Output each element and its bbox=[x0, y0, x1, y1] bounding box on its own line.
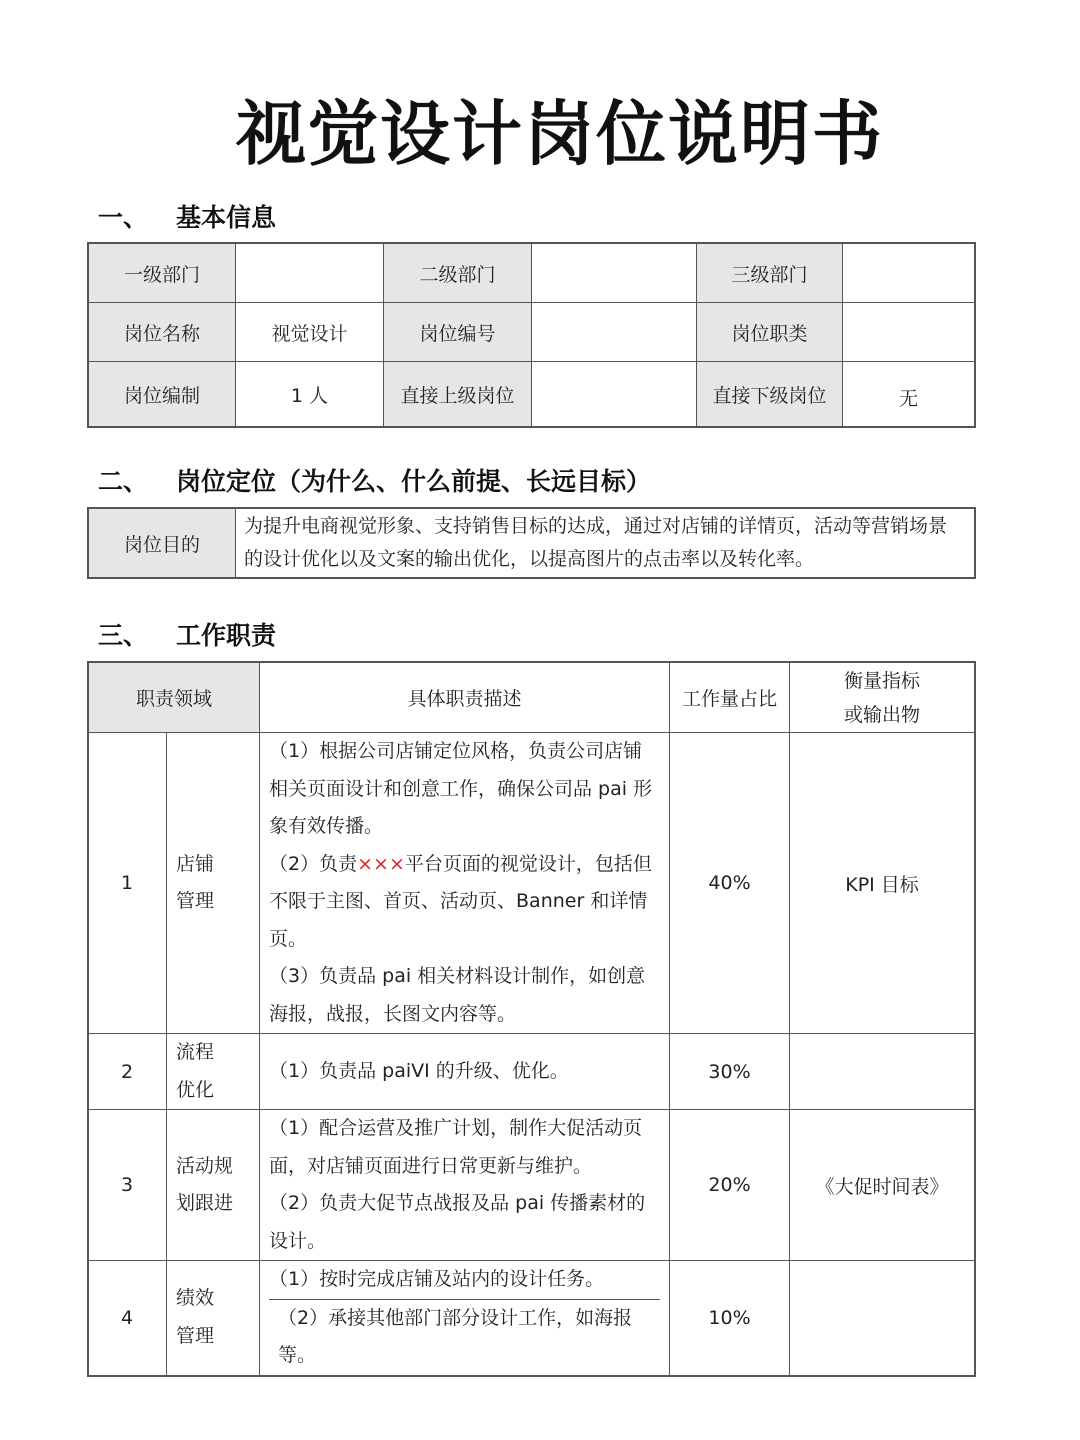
label-cell: 岗位职类 bbox=[697, 303, 843, 362]
desc-line: 象有效传播。 bbox=[269, 815, 384, 837]
duty-area bbox=[167, 1110, 260, 1261]
header-line: 衡量指标 bbox=[844, 669, 921, 692]
page-title: 视觉设计岗位说明书 bbox=[236, 93, 884, 175]
desc-line: （2）负责大促节点战报及品 pai 传播素材的 bbox=[269, 1192, 646, 1214]
duty-area bbox=[167, 733, 260, 1034]
desc-line: 设计。 bbox=[269, 1229, 327, 1252]
table-row bbox=[89, 733, 975, 1034]
desc-line: 面，对店铺页面进行日常更新与维护。 bbox=[269, 1154, 593, 1177]
table-row bbox=[89, 362, 975, 427]
purpose-table bbox=[88, 508, 975, 578]
area-line: 绩效 bbox=[176, 1287, 215, 1310]
basic-info-table bbox=[88, 243, 975, 427]
area-line: 流程 bbox=[176, 1041, 215, 1063]
label-cell: 二级部门 bbox=[384, 244, 532, 303]
table-row bbox=[89, 1034, 975, 1110]
table-row bbox=[89, 244, 975, 303]
table-row bbox=[89, 509, 975, 578]
area-line: 划跟进 bbox=[176, 1192, 234, 1214]
metric-cell bbox=[790, 1034, 975, 1110]
section-heading-duties bbox=[98, 616, 276, 652]
section-number: 三、 bbox=[98, 621, 149, 650]
desc-line: 不限于主图、首页、活动页、Banner 和详情 bbox=[269, 890, 648, 912]
desc-text: 平台页面的视觉设计，包括但 bbox=[404, 852, 652, 875]
workload-ratio: 10% bbox=[670, 1261, 790, 1376]
table-row bbox=[89, 303, 975, 362]
metric-cell: 《大促时间表》 bbox=[790, 1110, 975, 1261]
desc-line bbox=[269, 846, 660, 884]
workload-ratio: 30% bbox=[670, 1034, 790, 1110]
area-line: 管理 bbox=[176, 890, 215, 912]
header-line: 或输出物 bbox=[844, 703, 921, 726]
workload-ratio: 40% bbox=[670, 733, 790, 1034]
section-number: 二、 bbox=[98, 467, 149, 496]
workload-ratio: 20% bbox=[670, 1110, 790, 1261]
value-cell bbox=[532, 244, 697, 303]
area-line: 优化 bbox=[176, 1078, 215, 1101]
section-title: 岗位定位（为什么、什么前提、长远目标） bbox=[176, 467, 652, 496]
label-cell: 直接上级岗位 bbox=[384, 362, 532, 427]
label-cell: 岗位目的 bbox=[89, 509, 236, 578]
duty-description bbox=[260, 1110, 670, 1261]
desc-line: 海报，战报，长图文内容等。 bbox=[269, 1002, 517, 1025]
row-number: 1 bbox=[89, 733, 167, 1034]
purpose-text bbox=[236, 509, 975, 578]
duty-description bbox=[260, 1034, 670, 1110]
label-cell: 三级部门 bbox=[697, 244, 843, 303]
duty-area bbox=[167, 1261, 260, 1376]
column-header: 具体职责描述 bbox=[260, 663, 670, 733]
table-row bbox=[89, 1261, 975, 1376]
value-cell: 无 bbox=[843, 362, 975, 427]
desc-line: （1）根据公司店铺定位风格，负责公司店铺 bbox=[269, 740, 643, 762]
desc-line: （1）配合运营及推广计划，制作大促活动页 bbox=[269, 1117, 643, 1139]
column-header: 职责领域 bbox=[89, 663, 260, 733]
section-number: 一、 bbox=[98, 203, 149, 232]
value-cell: 视觉设计 bbox=[236, 303, 384, 362]
desc-line: 相关页面设计和创意工作，确保公司品 pai 形 bbox=[269, 777, 653, 800]
column-header: 工作量占比 bbox=[670, 663, 790, 733]
text-line: 的设计优化以及文案的输出优化，以提高图片的点击率以及转化率。 bbox=[244, 548, 815, 570]
value-cell bbox=[236, 244, 384, 303]
desc-line: 页。 bbox=[269, 927, 308, 950]
platform-placeholder-mark: ××× bbox=[357, 852, 405, 875]
row-number: 4 bbox=[89, 1261, 167, 1376]
area-line: 店铺 bbox=[176, 852, 215, 875]
desc-line: （1）负责品 paiVI 的升级、优化。 bbox=[269, 1059, 569, 1082]
desc-line: （2）承接其他部门部分设计工作，如海报等。 bbox=[269, 1299, 660, 1375]
metric-cell: KPI 目标 bbox=[790, 733, 975, 1034]
section-heading-basic bbox=[98, 198, 276, 234]
column-header bbox=[790, 663, 975, 733]
label-cell: 一级部门 bbox=[89, 244, 236, 303]
label-cell: 直接下级岗位 bbox=[697, 362, 843, 427]
desc-line: （1）按时完成店铺及站内的设计任务。 bbox=[269, 1268, 605, 1290]
value-cell: 1 人 bbox=[236, 362, 384, 427]
duty-table bbox=[88, 662, 975, 1376]
row-number: 2 bbox=[89, 1034, 167, 1110]
duty-description bbox=[260, 733, 670, 1034]
area-line: 管理 bbox=[176, 1324, 215, 1347]
desc-line: （3）负责品 pai 相关材料设计制作，如创意 bbox=[269, 965, 646, 987]
label-cell: 岗位编制 bbox=[89, 362, 236, 427]
duty-description bbox=[260, 1261, 670, 1376]
value-cell bbox=[843, 244, 975, 303]
value-cell bbox=[532, 362, 697, 427]
section-heading-positioning bbox=[98, 462, 651, 498]
table-row bbox=[89, 1110, 975, 1261]
value-cell bbox=[843, 303, 975, 362]
duty-area bbox=[167, 1034, 260, 1110]
label-cell: 岗位编号 bbox=[384, 303, 532, 362]
table-header-row bbox=[89, 663, 975, 733]
label-cell: 岗位名称 bbox=[89, 303, 236, 362]
row-number: 3 bbox=[89, 1110, 167, 1261]
desc-text: （2）负责 bbox=[269, 852, 358, 875]
section-title: 工作职责 bbox=[176, 621, 277, 650]
section-title: 基本信息 bbox=[176, 203, 277, 232]
metric-cell bbox=[790, 1261, 975, 1376]
value-cell bbox=[532, 303, 697, 362]
text-line: 为提升电商视觉形象、支持销售目标的达成，通过对店铺的详情页，活动等营销场景 bbox=[244, 515, 948, 537]
area-line: 活动规 bbox=[176, 1154, 234, 1177]
